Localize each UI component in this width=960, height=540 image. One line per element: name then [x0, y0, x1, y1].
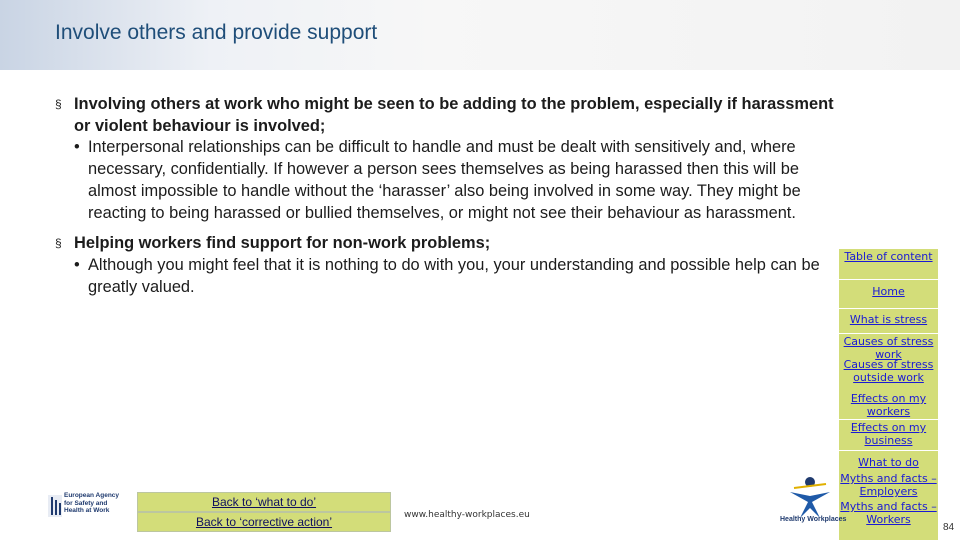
back-to-corrective-action-button[interactable]: Back to ‘corrective action’	[137, 512, 391, 532]
slide-content	[55, 94, 835, 298]
nav-what-is-stress[interactable]: What is stress	[849, 313, 928, 326]
nav-myths-facts-employers[interactable]: Myths and facts – Employers	[840, 472, 937, 498]
nav-causes-of-stress-work[interactable]: Causes of stress work	[843, 335, 934, 361]
nav-myths-facts-workers[interactable]: Myths and facts – Workers	[840, 500, 937, 526]
sub-bullet-marker: •	[74, 255, 80, 274]
bullet-text: Helping workers find support for non-work problems;	[74, 234, 491, 253]
bullet-helping-workers	[55, 233, 835, 255]
back-to-what-to-do-button[interactable]: Back to ‘what to do’	[137, 492, 391, 512]
nav-what-to-do[interactable]: What to do	[858, 456, 919, 469]
sub-bullet-text: Interpersonal relationships can be difficult to handle and must be dealt with sensitively and, where necessary, confidentially. If however a person sees themselves as being harassed then this will be almost impossible to handle without the ‘harasser’ also being involved in some way. They might be reacting to being harassed or bullied themselves, or might not see their behaviour as harassment.	[88, 138, 801, 222]
nav-home[interactable]: Home	[872, 285, 905, 298]
page-number: 84	[943, 522, 955, 533]
agency-name: European Agency for Safety and Health at Work	[64, 492, 120, 515]
sub-bullet-text: Although you might feel that it is nothing to do with you, your understanding and possible help can be greatly valued.	[88, 255, 820, 296]
nav-sidebar	[839, 249, 938, 540]
sub-bullet-interpersonal	[55, 137, 835, 224]
website-url: www.healthy-workplaces.eu	[404, 510, 530, 520]
bullet-involve-others	[55, 94, 835, 137]
sub-bullet-understanding	[55, 255, 835, 298]
bullet-text: Involving others at work who might be seen to be adding to the problem, especially if harassment or violent behaviour is involved;	[74, 95, 834, 135]
sub-bullet-marker: •	[74, 138, 80, 157]
slide-title: Involve others and provide support	[55, 21, 378, 44]
nav-effects-on-my-workers[interactable]: Effects on my workers	[850, 392, 927, 418]
nav-table-of-content[interactable]: Table of content	[844, 250, 933, 263]
bullet-marker: §	[55, 97, 62, 111]
nav-effects-on-my-business[interactable]: Effects on my business	[850, 421, 927, 447]
nav-causes-of-stress-outside-work[interactable]: Causes of stress outside work	[843, 358, 934, 384]
bullet-marker: §	[55, 236, 62, 251]
healthy-workplaces-brand: Healthy Workplaces	[780, 516, 847, 523]
